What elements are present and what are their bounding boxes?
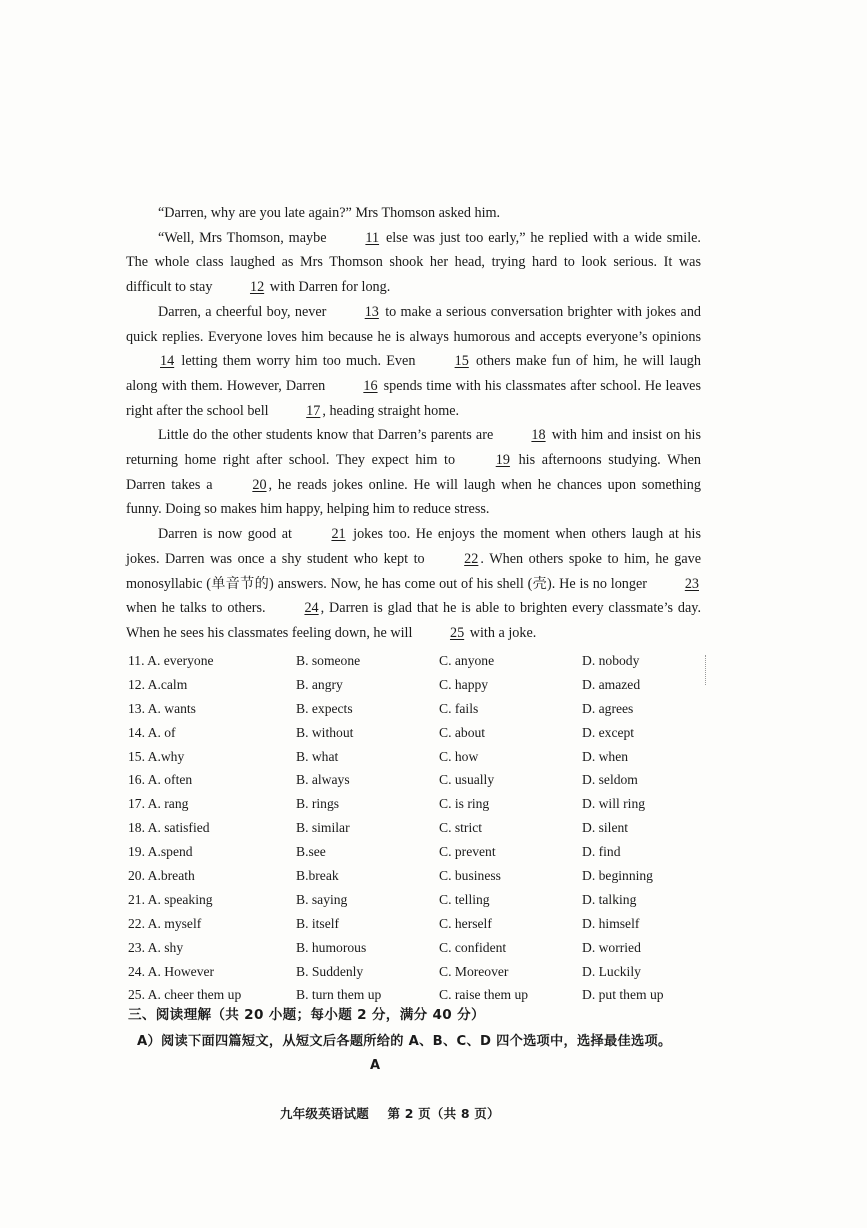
blank-23: 23	[684, 575, 699, 592]
option-a: 12. A.calm	[128, 676, 188, 692]
blank-22: 22	[464, 550, 479, 567]
option-a: 11. A. everyone	[128, 652, 214, 668]
option-d: D. nobody	[582, 652, 640, 668]
option-a: 25. A. cheer them up	[128, 987, 242, 1003]
option-b: B. someone	[296, 652, 361, 668]
option-d: D. worried	[582, 939, 641, 955]
blank-15: 15	[454, 353, 469, 370]
cloze-passage	[126, 201, 701, 646]
blank-18: 18	[531, 427, 546, 444]
text: . When others spoke to him, he gave monosyllabic (单音节的) answers. Now, he has come out of his shell (壳). He is no longer	[126, 550, 702, 592]
text: when he talks to others.	[126, 600, 271, 617]
paragraph-3	[126, 300, 701, 424]
question-row	[128, 673, 688, 697]
text: spends time with his classmates after school. He leaves right after the school bell	[126, 377, 701, 419]
footer-subject: 九年级英语试题	[280, 1106, 369, 1121]
option-d: D. find	[582, 844, 621, 860]
option-c: C. prevent	[439, 844, 496, 860]
option-a: 20. A.breath	[128, 867, 195, 883]
option-c: C. Moreover	[439, 963, 509, 979]
option-a: 23. A. shy	[128, 939, 184, 955]
option-d: D. except	[582, 724, 635, 740]
option-c: C. usually	[439, 772, 495, 788]
option-d: D. silent	[582, 820, 629, 836]
option-d: D. himself	[582, 915, 640, 931]
question-row	[128, 960, 688, 984]
paragraph-1	[126, 201, 701, 226]
option-b: B. without	[296, 724, 354, 740]
option-b: B. itself	[296, 915, 340, 931]
question-row	[128, 768, 688, 792]
question-row	[128, 888, 688, 912]
option-d: D. beginning	[582, 867, 653, 883]
option-b: B. saying	[296, 891, 348, 907]
text: Little do the other students know that Darren’s parents are	[158, 427, 498, 444]
paragraph-5	[126, 522, 701, 646]
passage-letter: A	[370, 1058, 381, 1073]
blank-24: 24	[304, 600, 319, 617]
question-row	[128, 816, 688, 840]
question-row	[128, 745, 688, 769]
option-a: 24. A. However	[128, 963, 215, 979]
option-a: 21. A. speaking	[128, 891, 213, 907]
blank-25: 25	[449, 624, 465, 641]
question-row	[128, 792, 688, 816]
text: his afternoons studying. When Darren takes a	[126, 452, 701, 493]
text: Darren is now good at	[158, 526, 298, 543]
blank-13: 13	[364, 303, 379, 320]
text: jokes too. He enjoys the moment when others laugh at his jokes. Darren was once a shy student who kept to	[126, 526, 701, 567]
option-c: C. telling	[439, 891, 490, 907]
blank-14: 14	[160, 353, 175, 370]
question-row	[128, 912, 688, 936]
paragraph-2	[126, 226, 701, 300]
option-c: C. how	[439, 748, 479, 764]
option-a: 14. A. of	[128, 724, 176, 740]
option-c: C. fails	[439, 700, 479, 716]
option-d: D. when	[582, 748, 629, 764]
blank-21: 21	[331, 526, 346, 543]
option-d: D. agrees	[582, 700, 634, 716]
paragraph-4	[126, 423, 701, 522]
section-instruction: A）阅读下面四篇短文，从短文后各题所给的 A、B、C、D 四个选项中，选择最佳选项。	[137, 1034, 672, 1049]
scan-mark	[705, 655, 708, 685]
option-b: B. similar	[296, 820, 350, 836]
text: Darren, a cheerful boy, never	[158, 303, 331, 320]
option-b: B. always	[296, 772, 350, 788]
option-b: B.see	[296, 844, 326, 860]
question-options	[128, 649, 688, 1007]
option-c: C. herself	[439, 915, 492, 931]
option-c: C. raise them up	[439, 987, 529, 1003]
footer-page-number: 第 2 页（共 8 页）	[387, 1106, 500, 1121]
option-a: 18. A. satisfied	[128, 820, 210, 836]
option-a: 17. A. rang	[128, 796, 189, 812]
option-c: C. confident	[439, 939, 507, 955]
option-b: B.break	[296, 867, 339, 883]
option-b: B. expects	[296, 700, 353, 716]
option-b: B. angry	[296, 676, 343, 692]
option-a: 13. A. wants	[128, 700, 196, 716]
text: , he reads jokes online. He will laugh when he chances upon something funny. Doing so makes him happy, helping him to reduce stress.	[126, 476, 701, 518]
option-d: D. talking	[582, 891, 637, 907]
text: , heading straight home.	[322, 402, 460, 419]
text: letting them worry him too much. Even	[176, 353, 421, 370]
page-footer	[280, 1104, 514, 1122]
blank-16: 16	[363, 377, 378, 394]
blank-20: 20	[252, 476, 267, 493]
blank-17: 17	[306, 402, 321, 419]
option-d: D. seldom	[582, 772, 638, 788]
question-row	[128, 840, 688, 864]
option-c: C. happy	[439, 676, 489, 692]
option-b: B. humorous	[296, 939, 367, 955]
option-b: B. rings	[296, 796, 340, 812]
option-b: B. Suddenly	[296, 963, 364, 979]
option-a: 15. A.why	[128, 748, 185, 764]
option-d: D. amazed	[582, 676, 641, 692]
option-d: D. put them up	[582, 987, 664, 1003]
question-row	[128, 864, 688, 888]
option-a: 19. A.spend	[128, 844, 193, 860]
text: else was just too early,” he replied with a wide smile. The whole class laughed as Mrs Thomson shook her head, trying hard to look serious. It was difficult to stay	[126, 229, 701, 296]
option-d: D. will ring	[582, 796, 646, 812]
option-c: C. anyone	[439, 652, 495, 668]
text: with him and insist on his returning home right after school. They expect him to	[126, 427, 702, 469]
blank-11: 11	[365, 229, 380, 246]
section-title: 三、阅读理解（共 20 小题；每小题 2 分，满分 40 分）	[128, 1007, 485, 1023]
text: , Darren is glad that he is able to brighten every classmate’s day. When he sees his classmates feeling down, he will	[126, 600, 702, 641]
text: with Darren for long.	[266, 279, 391, 296]
question-row	[128, 721, 688, 745]
question-row	[128, 649, 688, 673]
option-c: C. about	[439, 724, 486, 740]
option-c: C. business	[439, 867, 501, 883]
text: others make fun of him, he will laugh along with them. However, Darren	[126, 353, 701, 394]
blank-19: 19	[495, 452, 510, 469]
option-d: D. Luckily	[582, 963, 641, 979]
option-b: B. turn them up	[296, 987, 382, 1003]
option-c: C. strict	[439, 820, 483, 836]
text: “Darren, why are you late again?” Mrs Thomson asked him.	[158, 205, 501, 221]
option-c: C. is ring	[439, 796, 490, 812]
question-row	[128, 697, 688, 721]
text: to make a serious conversation brighter with jokes and quick replies. Everyone loves him because he is always humorous and accepts everyone’s opinions	[126, 303, 702, 345]
blank-12: 12	[249, 279, 265, 296]
text: with a joke.	[466, 624, 537, 641]
question-row	[128, 936, 688, 960]
option-a: 22. A. myself	[128, 915, 202, 931]
option-b: B. what	[296, 748, 339, 764]
option-a: 16. A. often	[128, 772, 193, 788]
text: “Well, Mrs Thomson, maybe	[158, 229, 332, 246]
